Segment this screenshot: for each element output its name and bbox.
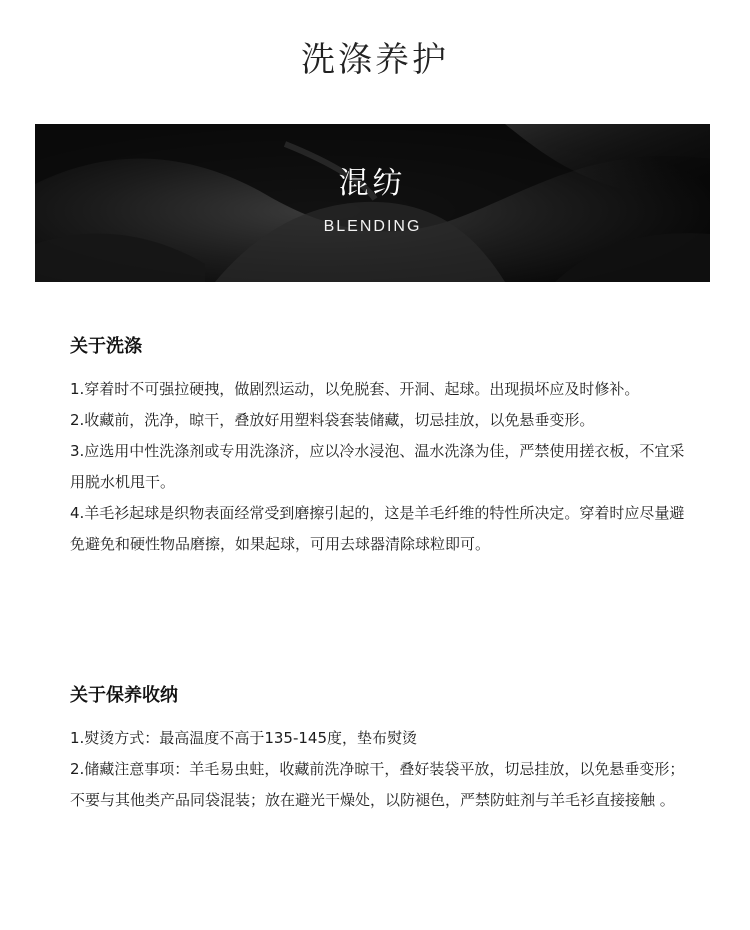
list-item: 1.穿着时不可强拉硬拽，做剧烈运动，以免脱套、开洞、起球。出现损坏应及时修补。 — [70, 380, 640, 398]
care-storage-section — [70, 683, 690, 816]
fabric-banner — [35, 124, 710, 282]
section-heading: 关于洗涤 — [70, 336, 142, 357]
list-item: 2.储藏注意事项：羊毛易虫蛀，收藏前洗净晾干，叠好装袋平放，切忌挂放，以免悬垂变形；不要与其他类产品同袋混装；放在避光干燥处，以防褪色，严禁防蛀剂与羊毛衫直接接触 。 — [70, 760, 685, 809]
list-item: 4.羊毛衫起球是织物表面经常受到磨擦引起的，这是羊毛纤维的特性所决定。穿着时应尽量避免避免和硬性物品磨擦，如果起球，可用去球器清除球粒即可。 — [70, 504, 685, 553]
list-item: 3.应选用中性洗涤剂或专用洗涤济，应以冷水浸泡、温水洗涤为佳，严禁使用搓衣板，不宜采用脱水机甩干。 — [70, 442, 685, 491]
list-item: 1.熨烫方式：最高温度不高于135-145度，垫布熨烫 — [70, 729, 417, 747]
washing-section — [70, 334, 690, 560]
list-item: 2.收藏前，洗净，晾干，叠放好用塑料袋套装储藏，切忌挂放，以免悬垂变形。 — [70, 411, 595, 429]
page-title: 洗涤养护 — [301, 40, 449, 80]
banner-subtitle: BLENDING — [323, 218, 422, 235]
section-heading: 关于保养收纳 — [70, 685, 178, 706]
banner-title: 混纺 — [338, 166, 407, 201]
